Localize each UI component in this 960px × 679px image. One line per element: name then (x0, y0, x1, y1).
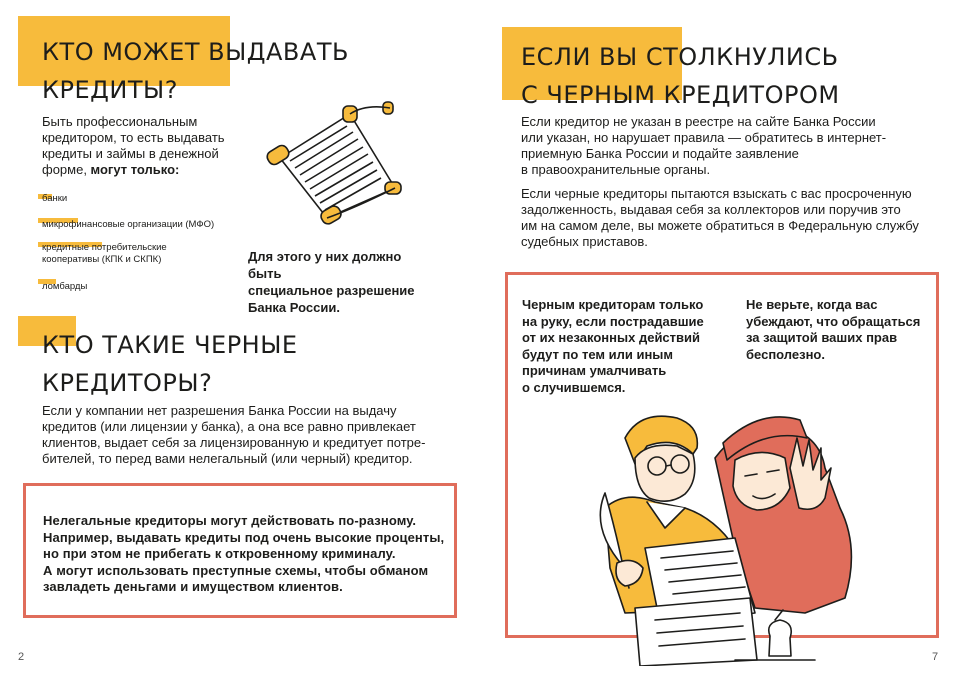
list-item: кредитные потребительские кооперативы (КПК и СКПК) (42, 242, 167, 265)
list-item: банки (42, 193, 68, 204)
report-paragraph: Если кредитор не указан в реестре на сайте Банка России или указан, но нарушает правила — обратитесь в интернет- приемную Банка России и подайте заявление в правоохранительные органы. (521, 114, 887, 177)
license-note: Для этого у них должно быть специальное разрешение Банка России. (248, 249, 415, 315)
illegal-creditors-box (23, 483, 457, 618)
section-title-who-can-lend: КТО МОЖЕТ ВЫДАВАТЬ КРЕДИТЫ? (42, 38, 349, 104)
scroll-illustration (255, 96, 415, 226)
illegal-creditors-text: Нелегальные кредиторы могут действовать по-разному. Например, выдавать кредиты под очень высокие проценты, но при этом не прибегать к откровенному криминалу. А могут использовать преступные схемы, чтобы обманом завладеть деньгами и имуществом клиентов. (43, 513, 445, 594)
advice-text-col1: Черным кредиторам только на руку, если пострадавшие от их незаконных действий будут по тем или иным причинам умалчивать о случившемся. (522, 297, 704, 395)
page-number-left: 2 (18, 651, 25, 663)
black-creditor-definition: Если у компании нет разрешения Банка России на выдачу кредитов (или лицензии у банка), а она все равно привлекает клиентов, выдает себя за лицензированную и кредитует потре- бителей, то перед вами нелегальный (или черный) кредитор. (42, 403, 426, 466)
section-title-if-you-face: ЕСЛИ ВЫ СТОЛКНУЛИСЬ С ЧЕРНЫМ КРЕДИТОРОМ (521, 43, 840, 109)
list-item: микрофинансовые организации (МФО) (42, 219, 215, 230)
intro-paragraph: Быть профессиональным кредитором, то есть выдавать кредиты и займы в денежной форме, могут только: (42, 114, 225, 177)
swindler-illustration (585, 398, 885, 666)
page-number-right: 7 (932, 651, 939, 663)
bailiffs-paragraph: Если черные кредиторы пытаются взыскать с вас просроченную задолженность, выдавая себя за коллекторов или поручив это им на самом деле, вы можете обратиться в Федеральную службу судебных приставов. (521, 186, 919, 249)
section-title-black-creditors: КТО ТАКИЕ ЧЕРНЫЕ КРЕДИТОРЫ? (42, 331, 298, 397)
advice-text-col2: Не верьте, когда вас убеждают, что обращаться за защитой ваших прав бесполезно. (746, 297, 921, 362)
list-item: ломбарды (42, 281, 88, 292)
